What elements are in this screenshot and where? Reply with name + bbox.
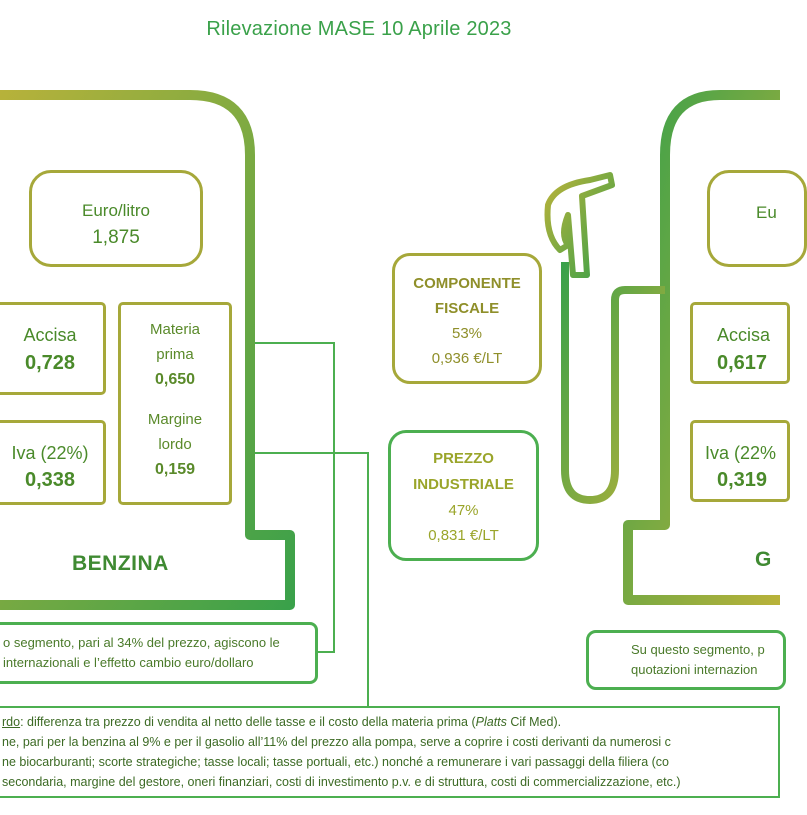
right-price-box [707, 170, 807, 267]
fuel-name-benzina: BENZINA [72, 552, 169, 575]
left-note-line-1: o segmento, pari al 34% del prezzo, agiscono le [3, 635, 280, 650]
left-price-box [29, 170, 203, 267]
page-title: Rilevazione MASE 10 Aprile 2023 [206, 18, 512, 40]
left-iva-label: Iva (22%) [11, 443, 89, 463]
footer-line-3: ne biocarburanti; scorte strategiche; tasse locali; tasse portuali, etc.) nonché a remunerare i vari passaggi della filiera (co [2, 755, 670, 769]
industriale-title-1: PREZZO [433, 450, 494, 467]
footer-line-1-text: : differenza tra prezzo di vendita al netto delle tasse e il costo della materia prima ( [20, 715, 476, 729]
materia-label-2: prima [156, 346, 194, 363]
nozzle-handle [548, 175, 613, 275]
right-accisa-box [690, 302, 790, 384]
right-note-box [586, 630, 786, 690]
right-note-line-1: Su questo segmento, p [631, 642, 765, 657]
left-note-line-2: internazionali e l’effetto cambio euro/dollaro [3, 655, 254, 670]
footer-term: rdo [2, 715, 21, 729]
materia-value: 0,650 [154, 371, 196, 388]
left-iva-value: 0,338 [24, 469, 76, 491]
fiscale-title-2: FISCALE [434, 300, 500, 317]
fiscale-value: 0,936 €/LT [431, 350, 503, 367]
left-price-label: Euro/litro [81, 201, 151, 220]
materia-label-1: Materia [149, 321, 201, 338]
prezzo-industriale-box [388, 430, 539, 561]
left-price-value: 1,875 [92, 227, 140, 248]
right-accisa-label: Accisa [717, 325, 771, 345]
left-accisa-label: Accisa [23, 325, 77, 345]
footer-line-1 [2, 712, 778, 732]
right-price-label: Eu [756, 203, 777, 222]
footer-note-box [0, 706, 780, 798]
footer-line-1-end: Cif Med). [506, 715, 562, 729]
industriale-title-2: INDUSTRIALE [413, 476, 514, 493]
margine-label-1: Margine [147, 411, 203, 428]
left-iva-box [0, 420, 106, 505]
right-iva-label: Iva (22% [705, 443, 777, 463]
fiscale-title-1: COMPONENTE [413, 275, 521, 292]
left-accisa-box [0, 302, 106, 395]
footer-line-1-italic: Platts [475, 715, 507, 729]
fuel-name-right: G [755, 548, 772, 571]
industriale-pct: 47% [448, 502, 479, 519]
left-accisa-value: 0,728 [24, 352, 76, 374]
footer-line-2: ne, pari per la benzina al 9% e per il gasolio all’11% del prezzo alla pompa, serve a coprire i costi derivanti da numerosi c [2, 735, 671, 749]
industriale-value: 0,831 €/LT [428, 527, 499, 544]
right-note-line-2: quotazioni internazion [631, 662, 758, 677]
footer-line-4: secondaria, margine del gestore, oneri finanziari, costi di investimento p.v. e di struttura, costi di commercializzazione, etc.) [2, 775, 681, 789]
right-accisa-value: 0,617 [717, 352, 768, 374]
margine-label-2: lordo [158, 436, 192, 453]
margine-value: 0,159 [154, 461, 196, 478]
left-note-box [0, 622, 318, 684]
right-iva-value: 0,319 [717, 469, 768, 491]
componente-fiscale-box [392, 253, 542, 384]
fiscale-pct: 53% [451, 325, 483, 342]
right-iva-box [690, 420, 790, 502]
nozzle-hose [565, 262, 665, 500]
left-industrial-box [118, 302, 232, 505]
